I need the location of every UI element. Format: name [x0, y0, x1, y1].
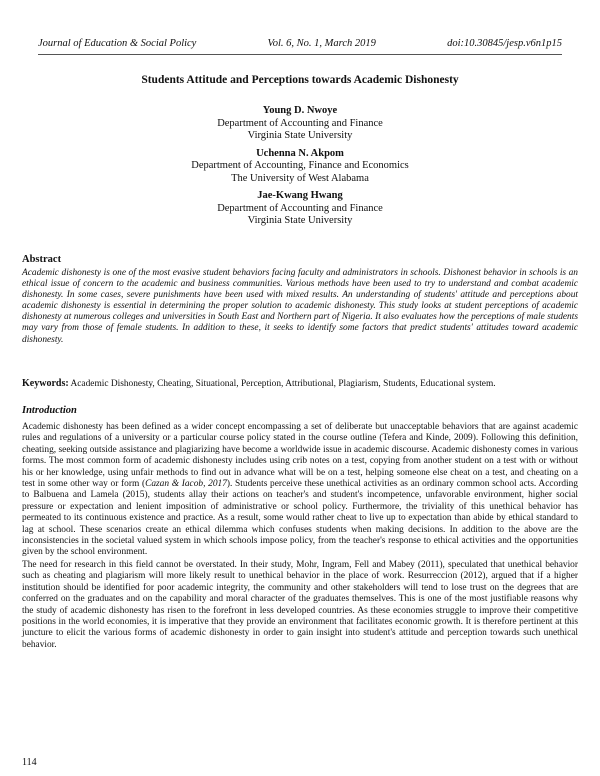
- author: [0, 105, 600, 143]
- author-department: Department of Accounting and Finance: [217, 117, 383, 129]
- author-name: Uchenna N. Akpom: [256, 147, 344, 159]
- journal-name: Journal of Education & Social Policy: [38, 38, 197, 49]
- introduction-heading: Introduction: [22, 405, 77, 416]
- author-institution: The University of West Alabama: [231, 172, 369, 184]
- author-department: Department of Accounting and Finance: [217, 202, 383, 214]
- author-department: Department of Accounting, Finance and Economics: [191, 160, 409, 171]
- citation: Cazan & Iacob, 2017: [145, 479, 227, 490]
- paragraph-text: ). Students perceive these unethical activities as an ordinary common school acts. According to Balbuena and Lamela (2015), students allay their actions on teacher's and student's incompetence, unfavorable environment, higher social pressure or expectation and lenient imposition of administrative or school policy. Furthermore, the triviality of this unethical behavior has permeated to its continuous existence and practice. As a result, some would rather cheat to live up to expectation than abide by ethical standard to lag at school. These scenarios create an ethical dilemma which confuses students when making decisions. In addition to the above are the inconsistencies in the societal valued system in which schools impose policy, from the teacher's response to ethical activities and the opportunities given by the school environment.: [22, 479, 578, 558]
- keywords: [22, 378, 578, 391]
- header-rule: [38, 54, 562, 55]
- author-name: Young D. Nwoye: [262, 105, 338, 116]
- author-institution: Virginia State University: [247, 130, 353, 141]
- paragraph-text: Academic dishonesty has been defined as a wider concept encompassing a set of deliberate but unacceptable behaviors that are against academic rules and regulations of a university or a particular course policy stated in the course outline (Tefera and Kinde, 2009). Following this definition, cheating, seeking outside assistance and plagiarizing have become a worldwide issue in academic discourse. Academic dishonesty comes in various forms. The most common form of academic dishonesty includes using crib notes on a test, copying from another student on a test with or without his or her knowledge, using unfair methods to find out in advance what will be on a test, helping someone else cheat on a test, and cheating on a test in some other way or form (: [22, 422, 578, 490]
- introduction-paragraph-1: [22, 422, 578, 559]
- author-institution: Virginia State University: [247, 215, 353, 226]
- abstract-heading: Abstract: [22, 254, 62, 265]
- volume-info: Vol. 6, No. 1, March 2019: [267, 38, 376, 49]
- paper-title: Students Attitude and Perceptions towards Academic Dishonesty: [141, 74, 459, 86]
- author-name: Jae-Kwang Hwang: [257, 190, 343, 201]
- author: [0, 148, 600, 186]
- author: [0, 190, 600, 228]
- keywords-text: Academic Dishonesty, Cheating, Situational, Perception, Attributional, Plagiarism, Students, Educational system.: [68, 379, 496, 389]
- running-header: [38, 38, 562, 52]
- abstract-text: Academic dishonesty is one of the most evasive student behaviors facing faculty and administrators in schools. Dishonest behavior in schools is an ethical issue of concern to the academic and business communities. Various methods have been used to try to understand and combat academic dishonesty. In some cases, severe punishments have been used with mixed results. An understanding of students' attitude and perceptions about academic dishonesty is essential in determining the proper solution to academic dishonesty. This study looks at student perceptions of academic dishonesty at numerous colleges and universities in South East and Northern part of Nigeria. It also evaluates how the perceptions of male students may vary from those of female students. In addition to these, it seeks to identify some factors that predict students' attitudes toward academic dishonesty.: [22, 268, 578, 345]
- author-block: [0, 105, 600, 233]
- keywords-label: Keywords:: [22, 378, 69, 389]
- introduction-paragraph-2: The need for research in this field cannot be overstated. In their study, Mohr, Ingram, Fell and Mabey (2011), speculated that unethical behavior such as cheating and plagiarism will more likely result to unethical behavior in the place of work. Resurreccion (2012), argued that if a higher institution should be identified for poor academic integrity, the community and other stakeholders will tend to lose trust on the degrees that are conferred on the graduates and on the capability and moral character of the graduates themselves. This is one of the most justifiable reasons why the study of academic dishonesty has risen to the forefront in less developed countries. As these economies struggle to improve their competitive positions in the world economies, it is imperative that they provide an environment that facilitates economic growth. It is therefore pertinent at this juncture to elicit the various forms of academic dishonesty in order to gain insight into student's attitude and perception towards such unethical behavior.: [22, 560, 578, 650]
- doi[interactable]: doi:10.30845/jesp.v6n1p15: [447, 38, 562, 49]
- page-number: 114: [22, 757, 37, 768]
